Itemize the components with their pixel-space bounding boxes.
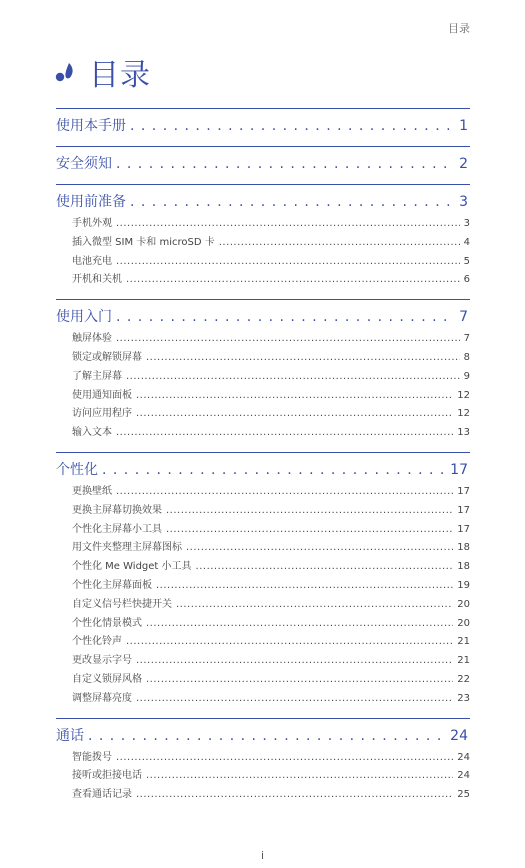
toc-section-label: 使用本手册 [56,118,126,134]
toc-subentry-page: 17 [457,523,470,535]
toc-subentry[interactable] [56,614,470,633]
toc-subentry-page: 21 [457,636,470,648]
toc-subentry-list [56,482,470,708]
dot-leader [116,333,460,344]
toc-section-label: 安全须知 [56,156,112,172]
dot-leader [146,352,460,363]
dot-leader [136,390,453,401]
toc-subentry-label: 个性化主屏幕面板 [72,579,152,591]
toc-section-entry[interactable] [56,459,470,480]
toc-subentry-list [56,214,470,289]
toc-subentry-label: 更换壁纸 [72,485,112,497]
toc-subentry-label: 个性化 Me Widget 小工具 [72,561,192,573]
toc-section-entry[interactable] [56,306,470,327]
toc-subentry-page: 18 [457,561,470,573]
toc-subentry-page: 4 [463,236,470,248]
toc-subentry[interactable] [56,214,470,233]
toc-subentry-label: 查看通话记录 [72,789,132,801]
toc-subentry-list [56,329,470,442]
toc-subentry-label: 手机外观 [72,218,112,229]
toc-subentry-page: 24 [457,751,470,763]
dot-leader [88,728,446,744]
toc-subentry-label: 开机和关机 [72,274,122,286]
toc-subentry-page: 25 [457,789,470,801]
dot-leader [166,505,453,516]
toc-section-entry[interactable] [56,153,470,174]
toc-section [56,146,470,174]
dot-leader [102,462,446,478]
dot-leader [186,542,453,553]
toc-subentry[interactable] [56,595,470,614]
toc-section-page: 2 [459,156,468,172]
toc-subentry-label: 触屏体验 [72,333,112,345]
toc-subentry-page: 17 [457,504,470,516]
dot-leader [116,218,460,229]
toc-subentry-page: 19 [457,579,470,591]
dot-leader [116,427,453,438]
toc-subentry-page: 17 [457,485,470,497]
toc-section-entry[interactable] [56,191,470,212]
toc-subentry[interactable] [56,423,470,442]
toc-section-page: 24 [450,727,468,744]
dot-leader [146,674,453,685]
toc-subentry[interactable] [56,348,470,367]
page-number: i [260,849,265,862]
toc-subentry-label: 个性化主屏幕小工具 [72,523,162,535]
toc-section [56,452,470,708]
toc-subentry-page: 7 [463,333,470,345]
toc-subentry-page: 24 [457,770,470,782]
dot-leader [156,580,453,591]
toc-subentry-page: 12 [457,408,470,420]
toc-subentry-label: 用文件夹整理主屏幕图标 [72,542,182,554]
toc-section-label: 使用入门 [56,309,112,326]
dot-leader [126,636,453,647]
toc-subentry-page: 20 [457,598,470,610]
toc-subentry[interactable] [56,689,470,708]
toc-section [56,184,470,289]
toc-section [56,108,470,136]
toc-subentry-label: 插入微型 SIM 卡和 microSD 卡 [72,236,215,248]
toc-subentry[interactable] [56,520,470,539]
dot-leader [219,237,460,248]
toc-subentry[interactable] [56,404,470,423]
toc-subentry-label: 更换主屏幕切换效果 [72,504,162,516]
dot-leader [116,486,453,497]
toc-subentry-label: 个性化情景模式 [72,617,142,629]
toc-subentry[interactable] [56,538,470,557]
toc-subentry[interactable] [56,252,470,271]
dot-leader [176,599,453,610]
toc-section-page: 7 [459,309,468,326]
toc-subentry-label: 个性化铃声 [72,636,122,648]
dot-leader [146,618,453,629]
toc-section-page: 3 [459,194,468,210]
toc-subentry[interactable] [56,270,470,289]
toc-subentry-label: 电池充电 [72,255,112,267]
table-of-contents [56,108,470,814]
toc-subentry[interactable] [56,651,470,670]
toc-subentry-page: 9 [463,370,470,382]
dot-leader [136,789,453,800]
toc-subentry-label: 使用通知面板 [72,389,132,401]
running-head: 目录 [448,22,470,35]
toc-subentry-label: 了解主屏幕 [72,370,122,382]
dot-leader [116,309,455,325]
toc-subentry-page: 21 [457,655,470,667]
toc-section-page: 1 [459,118,468,134]
toc-section [56,718,470,804]
toc-subentry[interactable] [56,748,470,767]
page-title: 目录 [89,58,151,93]
toc-subentry-page: 20 [457,617,470,629]
dot-leader [126,371,460,382]
toc-subentry[interactable] [56,557,470,576]
toc-subentry[interactable] [56,785,470,804]
toc-subentry[interactable] [56,766,470,785]
toc-subentry-list [56,748,470,804]
toc-subentry-page: 3 [463,218,470,229]
dot-leader [136,408,453,419]
toc-section [56,299,470,442]
toc-subentry-label: 输入文本 [72,427,112,439]
toc-subentry-label: 访问应用程序 [72,408,132,420]
toc-section-entry[interactable] [56,725,470,746]
toc-section-entry[interactable] [56,115,470,136]
dot-leader [136,693,453,704]
toc-section-page: 17 [450,461,468,478]
toc-subentry[interactable] [56,329,470,348]
dot-leader [116,752,453,763]
toc-subentry-page: 22 [457,673,470,685]
toc-section-label: 通话 [56,727,84,744]
toc-subentry-page: 5 [463,255,470,267]
dot-leader [116,156,455,172]
toc-subentry-label: 更改显示字号 [72,655,132,667]
toc-subentry-label: 自定义信号栏快捷开关 [72,598,172,610]
page-title-block [55,50,151,94]
toc-section-label: 使用前准备 [56,194,126,210]
toc-subentry[interactable] [56,501,470,520]
toc-subentry[interactable] [56,233,470,252]
toc-subentry[interactable] [56,386,470,405]
dot-leader [146,770,453,781]
dot-leader [136,655,453,666]
toc-subentry-label: 调整屏幕亮度 [72,692,132,704]
dot-leader [130,194,455,210]
toc-subentry[interactable] [56,576,470,595]
dot-leader [116,256,460,267]
toc-subentry-page: 8 [463,351,470,363]
toc-section-label: 个性化 [56,461,98,478]
toc-subentry-page: 18 [457,542,470,554]
toc-subentry[interactable] [56,367,470,386]
toc-subentry[interactable] [56,632,470,651]
toc-subentry-page: 23 [457,692,470,704]
dot-leader [166,524,453,535]
toc-subentry-page: 12 [457,389,470,401]
toc-subentry-label: 接听或拒接电话 [72,770,142,782]
toc-subentry-label: 自定义锁屏风格 [72,673,142,685]
brand-drop-icon [55,61,75,83]
dot-leader [130,118,455,134]
dot-leader [126,274,460,285]
toc-subentry-label: 智能拨号 [72,751,112,763]
dot-leader [196,561,454,572]
toc-subentry-page: 13 [457,427,470,439]
toc-subentry-page: 6 [463,274,470,286]
toc-subentry[interactable] [56,670,470,689]
toc-subentry[interactable] [56,482,470,501]
toc-subentry-label: 锁定或解锁屏幕 [72,351,142,363]
